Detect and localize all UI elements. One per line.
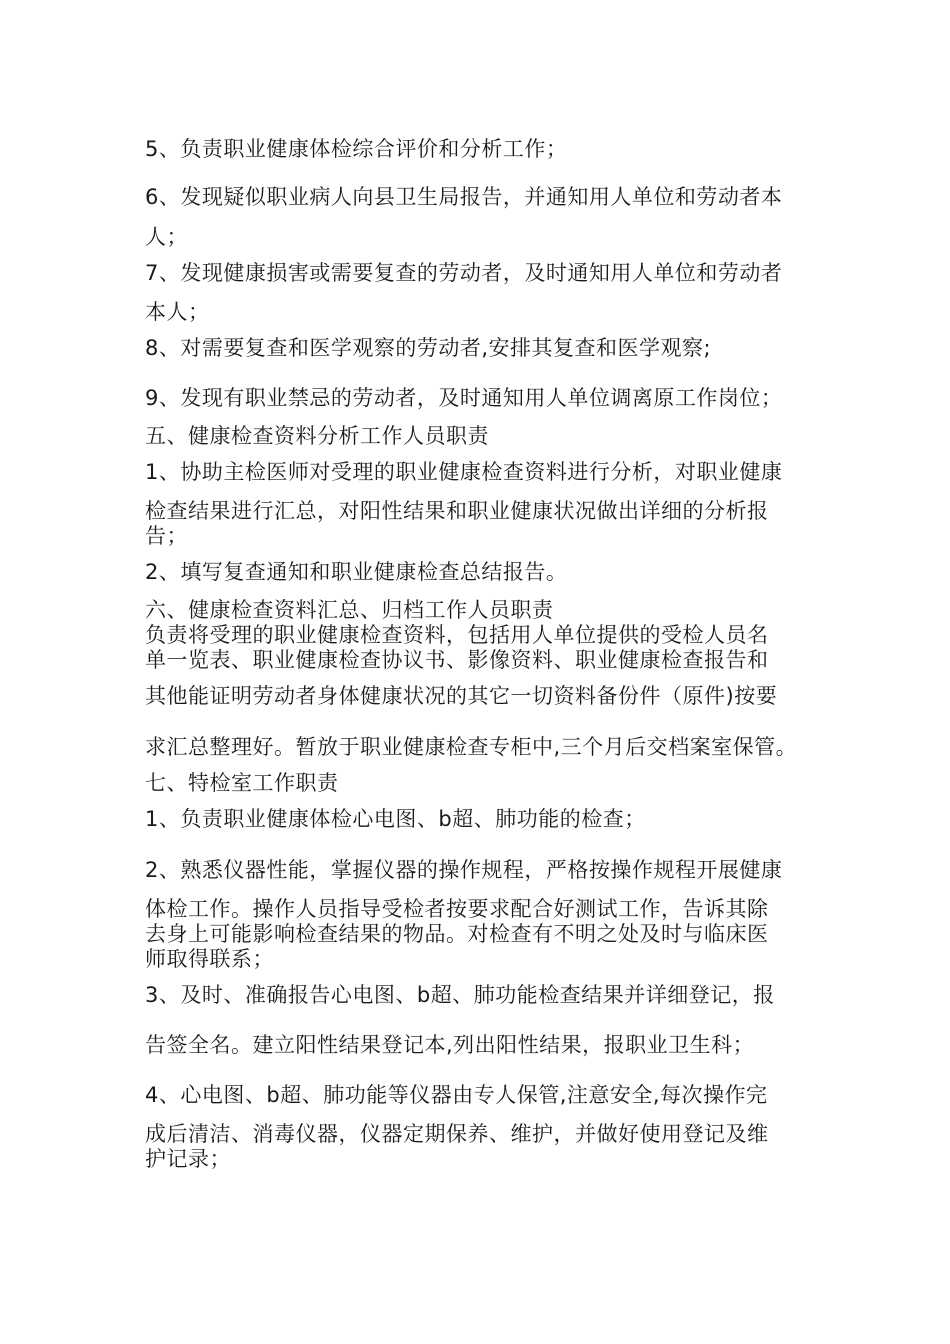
text-line: 7、发现健康损害或需要复查的劳动者，及时通知用人单位和劳动者 xyxy=(145,261,783,285)
text-line: 单一览表、职业健康检查协议书、影像资料、职业健康检查报告和 xyxy=(145,648,769,672)
section-heading: 七、特检室工作职责 xyxy=(145,771,339,795)
text-line: 护记录； xyxy=(145,1147,231,1171)
text-line: 负责将受理的职业健康检查资料，包括用人单位提供的受检人员名 xyxy=(145,623,769,647)
text-line: 1、协助主检医师对受理的职业健康检查资料进行分析，对职业健康 xyxy=(145,460,783,484)
text-line: 2、熟悉仪器性能，掌握仪器的操作规程，严格按操作规程开展健康 xyxy=(145,858,783,882)
text-line: 告签全名。建立阳性结果登记本,列出阳性结果，报职业卫生科； xyxy=(145,1033,755,1057)
text-line: 求汇总整理好。暂放于职业健康检查专柜中,三个月后交档案室保管。 xyxy=(145,735,798,759)
text-line: 检查结果进行汇总，对阳性结果和职业健康状况做出详细的分析报 xyxy=(145,499,769,523)
text-line: 师取得联系； xyxy=(145,947,274,971)
text-line: 体检工作。操作人员指导受检者按要求配合好测试工作，告诉其除 xyxy=(145,897,769,921)
text-line: 人； xyxy=(145,225,188,249)
text-line: 1、负责职业健康体检心电图、b超、肺功能的检查； xyxy=(145,807,646,831)
text-line: 3、及时、准确报告心电图、b超、肺功能检查结果并详细登记，报 xyxy=(145,983,775,1007)
text-line: 4、心电图、b超、肺功能等仪器由专人保管,注意安全,每次操作完 xyxy=(145,1083,768,1107)
text-line: 告； xyxy=(145,524,188,548)
text-line: 去身上可能影响检查结果的物品。对检查有不明之处及时与临床医 xyxy=(145,922,769,946)
text-line: 6、发现疑似职业病人向县卫生局报告，并通知用人单位和劳动者本 xyxy=(145,185,783,209)
section-heading: 六、健康检查资料汇总、归档工作人员职责 xyxy=(145,598,554,622)
text-line: 其他能证明劳动者身体健康状况的其它一切资料备份件（原件)按要 xyxy=(145,684,778,708)
text-line: 8、对需要复查和医学观察的劳动者,安排其复查和医学观察; xyxy=(145,336,712,360)
text-line: 成后清洁、消毒仪器，仪器定期保养、维护，并做好使用登记及维 xyxy=(145,1122,769,1146)
text-line: 5、负责职业健康体检综合评价和分析工作； xyxy=(145,137,568,161)
text-line: 2、填写复查通知和职业健康检查总结报告。 xyxy=(145,560,568,584)
text-line: 9、发现有职业禁忌的劳动者，及时通知用人单位调离原工作岗位； xyxy=(145,386,783,410)
text-line: 本人； xyxy=(145,300,210,324)
section-heading: 五、健康检查资料分析工作人员职责 xyxy=(145,424,489,448)
